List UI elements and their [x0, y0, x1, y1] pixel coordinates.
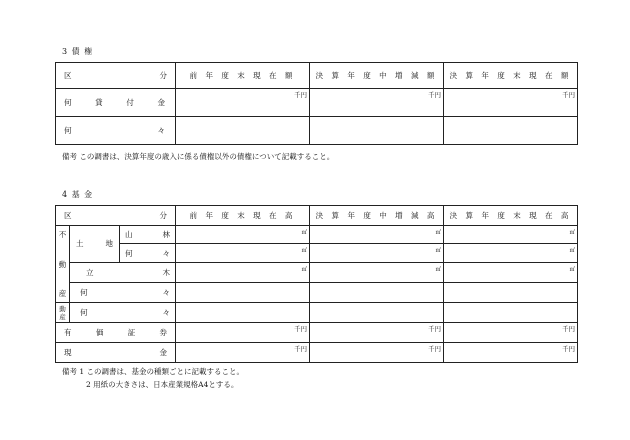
cell-prev: 千円	[176, 89, 310, 117]
label-forest: 山 林	[120, 226, 176, 244]
cell-end: 千円	[444, 343, 578, 363]
section-4-note-1: 備考 1 この調書は、基金の種類ごとに記載すること。	[62, 367, 245, 376]
cell-end: 千円	[444, 89, 578, 117]
table-row	[56, 89, 578, 117]
row-label-other: 何 々	[56, 117, 176, 145]
cell-prev: 千円	[176, 323, 310, 343]
cell-prev	[176, 303, 310, 323]
label-real-estate: 不 動 産	[56, 226, 70, 303]
label-cash: 現 金	[56, 343, 176, 363]
cell-end: ㎡	[444, 226, 578, 244]
table-row	[56, 117, 578, 145]
table-header-row	[56, 206, 578, 226]
cell-change	[310, 117, 444, 145]
table-row	[56, 283, 578, 303]
table-row	[56, 303, 578, 323]
header-year-end: 決 算 年 度 末 現 在 額	[444, 63, 578, 89]
cell-change: ㎥	[310, 262, 444, 283]
cell-end	[444, 283, 578, 303]
section-4-title: 4 基 金	[62, 190, 94, 199]
table-row	[56, 262, 578, 283]
table-row	[56, 226, 578, 244]
label-movable-other: 何 々	[70, 303, 176, 323]
cell-prev	[176, 283, 310, 303]
header-year-change: 決 算 年 度 中 増 減 額	[310, 63, 444, 89]
label-land: 土 地	[70, 226, 120, 263]
cell-end	[444, 303, 578, 323]
cell-prev: ㎡	[176, 226, 310, 244]
section-4-note-2: 2 用紙の大きさは、日本産業規格A4とする。	[86, 380, 239, 389]
receivables-table	[55, 62, 578, 145]
cell-change	[310, 283, 444, 303]
cell-prev: 千円	[176, 343, 310, 363]
table-row	[56, 343, 578, 363]
cell-change: ㎡	[310, 244, 444, 262]
label-land-other: 何 々	[120, 244, 176, 262]
cell-change: 千円	[310, 323, 444, 343]
cell-change: ㎡	[310, 226, 444, 244]
table-row	[56, 323, 578, 343]
header-category: 区 分	[56, 63, 176, 89]
cell-change	[310, 303, 444, 323]
cell-prev: ㎡	[176, 244, 310, 262]
section-3-title: 3 債 権	[62, 47, 94, 56]
table-row	[56, 244, 578, 262]
cell-end: ㎥	[444, 262, 578, 283]
label-movable: 動産	[56, 303, 70, 323]
cell-change: 千円	[310, 343, 444, 363]
cell-end	[444, 117, 578, 145]
row-label-loan: 何 貸 付 金	[56, 89, 176, 117]
label-standing-timber: 立 木	[70, 262, 176, 283]
cell-change: 千円	[310, 89, 444, 117]
fund-table	[55, 205, 578, 363]
header-category: 区 分	[56, 206, 176, 226]
cell-end: 千円	[444, 323, 578, 343]
header-prev-year-end: 前 年 度 末 現 在 額	[176, 63, 310, 89]
header-year-end: 決 算 年 度 末 現 在 高	[444, 206, 578, 226]
header-year-change: 決 算 年 度 中 増 減 高	[310, 206, 444, 226]
header-prev-year-end: 前 年 度 末 現 在 高	[176, 206, 310, 226]
cell-prev: ㎥	[176, 262, 310, 283]
label-securities: 有 価 証 券	[56, 323, 176, 343]
section-3-note: 備考 この調書は、決算年度の歳入に係る債権以外の債権について記載すること。	[62, 152, 335, 161]
cell-end: ㎡	[444, 244, 578, 262]
cell-prev	[176, 117, 310, 145]
label-real-estate-other: 何 々	[70, 283, 176, 303]
table-header-row	[56, 63, 578, 89]
